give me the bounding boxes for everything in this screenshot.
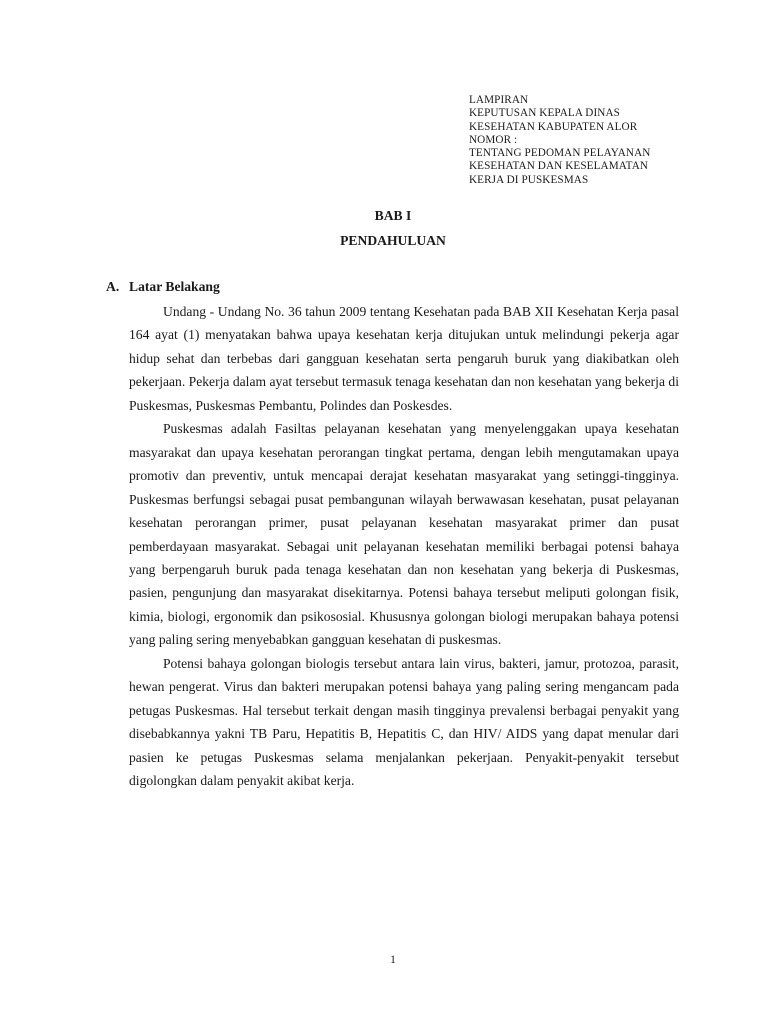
header-line: KESEHATAN DAN KESELAMATAN <box>469 160 649 173</box>
section-title: Latar Belakang <box>129 279 220 294</box>
header-line: NOMOR : <box>469 133 518 146</box>
header-line: TENTANG PEDOMAN PELAYANAN <box>469 147 651 160</box>
header-line: KESEHATAN KABUPATEN ALOR <box>469 120 638 133</box>
header-line: LAMPIRAN <box>469 94 529 106</box>
paragraph: Puskesmas adalah Fasiltas pelayanan kesehatan yang menyelenggakan upaya kesehatan masyarakat dan upaya kesehatan perorangan tingkat pertama, dengan lebih mengutamakan upaya promotiv dan preventiv, untuk mencapai derajat kesehatan masyarakat yang setinggi-tingginya. Puskesmas berfungsi sebagai pusat pembangunan wilayah berwawasan kesehatan, pusat pelayanan kesehatan perorangan primer, pusat pelayanan kesehatan masyarakat primer dan pusat pemberdayaan masyarakat. Sebagai unit pelayanan kesehatan memiliki berbagai potensi bahaya yang berpengaruh buruk pada tenaga kesehatan dan non kesehatan yang bekerja di Puskesmas, pasien, pengunjung dan masyarakat disekitarnya. Potensi bahaya tersebut meliputi golongan fisik, kimia, biologi, ergonomik dan psikososial. Khususnya golongan biologi merupakan bahaya potensi yang paling sering menyebabkan gangguan kesehatan di puskesmas. <box>129 421 679 648</box>
header-line: KERJA DI PUSKESMAS <box>469 173 589 186</box>
page-number: 1 <box>390 954 396 966</box>
chapter-title: PENDAHULUAN <box>340 233 446 248</box>
chapter-label: BAB I <box>374 208 412 223</box>
header-line: KEPUTUSAN KEPALA DINAS <box>469 107 620 120</box>
section-number: A. <box>106 279 120 294</box>
paragraph: Potensi bahaya golongan biologis tersebut antara lain virus, bakteri, jamur, protozoa, parasit, hewan pengerat. Virus dan bakteri merupakan potensi bahaya yang paling sering mengancam pada petugas Puskesmas. Hal tersebut terkait dengan masih tingginya prevalensi berbagai penyakit yang disebabkannya yakni TB Paru, Hepatitis B, Hepatitis C, dan HIV/ AIDS yang dapat menular dari pasien ke petugas Puskesmas selama menjalankan pekerjaan. Penyakit-penyakit tersebut digolongkan dalam penyakit akibat kerja. <box>129 655 679 789</box>
attachment-header <box>469 94 759 187</box>
paragraph: Undang - Undang No. 36 tahun 2009 tentang Kesehatan pada BAB XII Kesehatan Kerja pasal 164 ayat (1) menyatakan bahwa upaya kesehatan kerja ditujukan untuk melindungi pekerja agar hidup sehat dan terbebas dari gangguan kesehatan serta pengaruh buruk yang diakibatkan oleh pekerjaan. Pekerja dalam ayat tersebut termasuk tenaga kesehatan dan non kesehatan yang bekerja di Puskesmas, Puskesmas Pembantu, Polindes dan Poskesdes. <box>129 304 679 413</box>
body-text <box>129 300 679 793</box>
section-heading <box>106 279 220 295</box>
